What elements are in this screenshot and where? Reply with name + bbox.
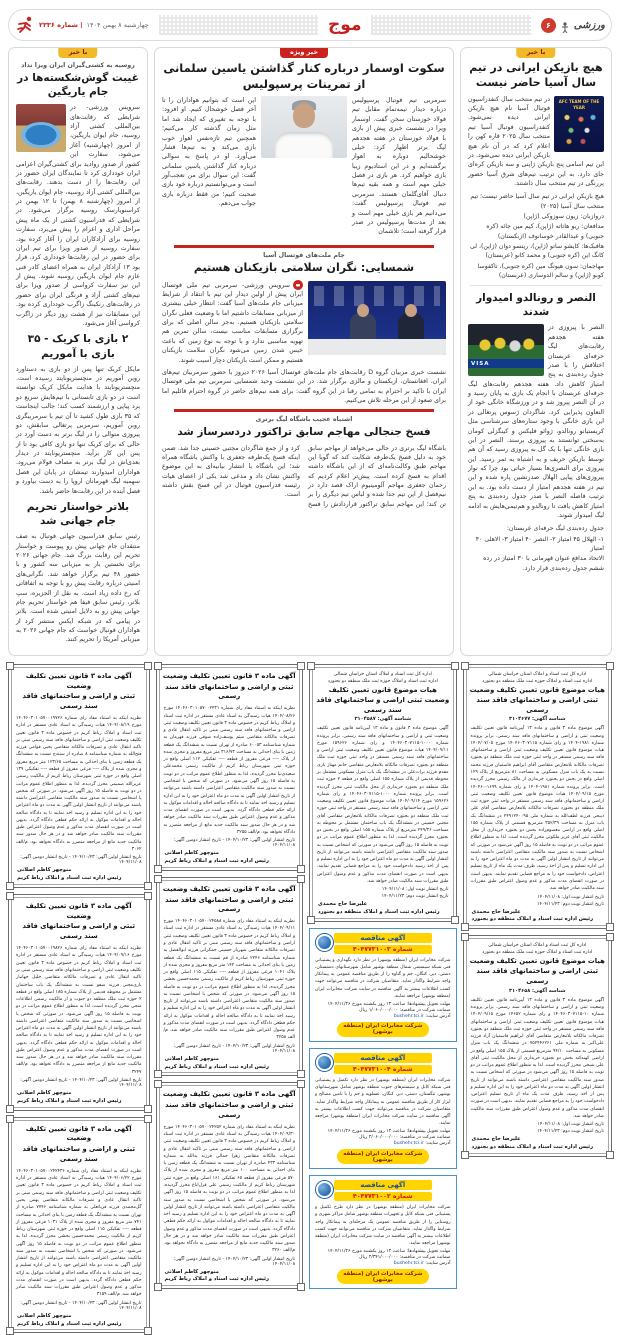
- tender-guarantee: ضمانت شرکت در مناقصه: ۱/۰۶۰/۰۰۰/۰۰۰ ریال: [359, 1007, 451, 1013]
- tender-site-url: bushehr.tci.ir: [393, 1261, 424, 1267]
- telecom-logo-icon: [316, 1181, 333, 1198]
- madeh3-ad-body: نظریه اینکه به استناد مفاد رای شماره ۱۴۰۴۶۰۳۰۱۰۵۷۰۰۲۴۵۸۸ مورخ ۱۴۰۴/۰۹/۱۱ هیات رسیدگی به اسناد عادی مستقر در اداره ثبت اسناد و املاک رباط کریم در خصوص ماده ۳ قانون تعیین تکلیف وضعیت ثبتی اراضی و ساختمانهای فاقد سند رسمی مبنی بر تاکید انتقال عادی و تصرفات مالکانه متقاضی شهریار حسینی جمکرانی فرزند ابوالفضل به شماره شناسنامه ۲۲۴۶ صادره از قم نسبت به ششدانگ یک قطعه زمین با بنای احداثی به مساحت ۱۴۲ متر مربع مفروز و مجزی شده از پلاک ۱۰۴۱ فرعی مفروز از قطعه ---- تفکیکی ۱۱۵ اصلی واقع در حوزه ثبتی شهرستان رباط کریم از مالکیت رسمی محمدحسین بخشی محرز گردیده، لذا به منظور اطلاع عموم مراتب در دو نوبت به فاصله ۱۵ روز آگهی می‌شود. در صورتی که شخص یا اشخاصی نسبت به صدور سند مالکیت متقاضی اعتراضی داشته باشند می‌توانند از تاریخ انتشار اولین آگهی به مدت دو ماه اعتراض خود را به این اداره تسلیم و رسید اخذ نمایند تا به دادگاه صالحه احاله و اقدامات موکول به ارائه حکم قطعی دادگاه گردد. بدیهی است در صورت انقضای مدت مذکور و عدم وصول اعتراض طبق مقررات سند مالکیت صادر خواهد شد. م/الف ۳۲۵۸: [163, 919, 296, 1041]
- press-table: [308, 339, 446, 355]
- ad-date-first: تاریخ انتشار نوبت اول: ۱۴۰۴/۱۱/۰۸: [537, 894, 604, 900]
- tender-footer-company: شرکت مخابرات ایران (منطقه بوشهر): [337, 1269, 429, 1284]
- carrick-body: مایکل کریک تنها پس از دو بازی به دستاورد روبن آموریم در منچستریونایتد رسیده است. منچستریونایتد با هدایت مایکل کریک توانسته است در دو بازی تابستانی با تیم‌هایش سریع دو برد پیاپی و ارزشمند کسب کند؛ جالب اینجاست که ۳۵ بازی طول کشید تا آن تیم با سرمربیگری روبن آموریم، سرمربی پرتغالی سابقش، دو پیروزی متوالی را در لیگ برتر به دست آورد در حالی که برای کریک تنها دو بازی کافی بود تا از پس این کار برآید. منچستریونایتد در دیدار بعدی‌اش در لیگ برتر به مصاف فولام می‌رود. هواداران امیدوارند تیمشان در پایان این فصل سهمیه لیگ قهرمانان اروپا را به دست بیاورد و فصل آینده در این رقابت‌ها حاضر باشد.: [16, 365, 140, 495]
- tender-number: شماره ۴۰۴۷۷۳۱۰۰۴: [334, 1065, 432, 1074]
- ad-date-second: تاریخ انتشار نوبت دوم: ۱۴۰۴/۱۱/۲۳: [537, 1129, 604, 1135]
- frame-corner-ornament: [6, 892, 14, 900]
- backdrop-panel: [314, 286, 440, 306]
- ad-date-first: تاریخ انتشار نوبت اول: ۱۴۰۴/۱۱/۰۸: [537, 1122, 604, 1128]
- frame-corner-ornament: [451, 916, 459, 924]
- headline-shamsaei: شمسایی: نگران سلامتی بازیکنان هستیم: [193, 260, 415, 274]
- frame-corner-ornament: [154, 865, 162, 873]
- madeh3-ad-box: [156, 664, 304, 871]
- newspaper-page: [0, 9, 620, 1327]
- asia-team-list-3: هافبک‌ها: کایشو ساتو (ژاپن)، ریتسو دوان (ژاپن)، لی کانگ این (کره جنوبی) و محمد کانو (عربستان): [469, 242, 604, 260]
- signature-role: رئیس اداره ثبت اسناد و املاک منطقه دو بجنورد: [471, 1144, 594, 1151]
- classified-ads-area: [8, 664, 612, 1334]
- madeh3-ad-signature: [165, 1056, 295, 1072]
- bojnourd-ad-body: آگهی موضوع ماده ۳ قانون و ماده ۱۳ آیین‌نامه قانون تعیین تکلیف وضعیت ثبتی و اراضی و ساختمانهای فاقد سند رسمی. برابر پرونده شماره ۱۰۰۰-۱۴۰۴۶۰۳۰۷۱۱۵ و رای شماره ۱۵۹۶۲۶ مورخ ۱۴۰۴/۰۹/۱۱ هیات موضوع قانون تعیین تکلیف وضعیت ثبتی اراضی و ساختمانهای فاقد سند رسمی مستقر در واحد ثبتی حوزه ثبت ملک منطقه دو بجنورد تصرفات مالکانه بلامعارض متقاضی خانم مهناز یاری مقدم فرزند برات‌علی در ششدانگ یک باب منزل مسکونی مشتمل بر محوطه قدیمی از پلاک شماره ۱۵۵ اصلی واقع در قطعه ۲ حوزه ثبت ملک منطقه دو بجنورد خریداری از محل مالکیت ثبتی محرز گردیده است. برابر پرونده شماره ۱۰۰۰-۱۴۰۴۶۰۳۰۷۱۱۵ و رای شماره ۱۵۹۶۲۶ مورخ ۱۴۰۴/۰۹/۱۴ هیات موضوع قانون تعیین تکلیف وضعیت ثبتی اراضی و ساختمانهای فاقد سند رسمی مستقر در واحد ثبتی حوزه ثبت ملک منطقه دو بجنورد تصرفات مالکانه بلامعارض متقاضی آقای مجتبی حسینی در ششدانگ یک باب ساختمان مشتمل بر محوطه به مساحت ۲۴۹/۳۶ مترمربع از پلاک شماره ۱۵۵ اصلی واقع در بخش دو بجنورد محرز گردیده است. لذا به منظور اطلاع عموم مراتب در دو نوبت به فاصله ۱۵ روز آگهی می‌شود در صورتی که اشخاص نسبت به صدور سند مالکیت متقاضی اعتراضی داشته باشند می‌توانند از تاریخ انتشار اولین آگهی به مدت دو ماه اعتراض خود را به این اداره تسلیم و پس از اخذ رسید دادخواست خود را به مراجع قضایی تقدیم نمایند. بدیهی است در صورت انقضای مدت مذکور و عدم وصول اعتراض طبق مقررات سند مالکیت صادر خواهد شد.: [317, 726, 449, 884]
- tender-body: شرکت مخابرات ایران (منطقه بوشهر) در نظر دارد نگهداری و پشتیبانی فنی شبکه سیستمی شمال منطقه بوشهر شامل شهرستانهای دشتستان، دشتی، دیر، کنگان، جم و گناوه را از طریق مناقصه عمومی به پیمانکار واجد شرایط واگذار نماید. متقاضیان شرکت در مناقصه می‌توانند جهت کسب اطلاعات بیشتر به آگهی مناقصه در سایت شرکت مخابرات ایران (منطقه بوشهر) مراجعه نمایند.: [315, 957, 451, 999]
- ads-column-bojnourd-right: [463, 664, 612, 1157]
- red-divider: [174, 245, 434, 248]
- tender-ad-box: [309, 928, 457, 1042]
- frame-corner-ornament: [6, 1105, 14, 1113]
- headline-tractor: فسخ جنجالی مهاجم سابق تراکتور دردسرساز شد: [177, 426, 431, 439]
- runner-logo-icon: [15, 15, 35, 35]
- frame-corner-ornament: [297, 662, 305, 670]
- news-tag-left: با خبر: [59, 47, 98, 58]
- madeh3-ad-box: [8, 664, 150, 888]
- frame-corner-ornament: [154, 662, 162, 670]
- wrestling-body-wrap: [16, 103, 140, 328]
- frame-corner-ornament: [451, 662, 459, 670]
- frame-corner-ornament: [144, 1327, 152, 1335]
- article-osmar: [162, 61, 446, 259]
- frame-corner-ornament: [154, 1080, 162, 1088]
- madeh3-ad-box: [156, 1082, 304, 1289]
- signature-name: علیرضا حاج محمدی: [471, 1136, 521, 1143]
- osmar-body-right: سرمربی تیم فوتبال پرسپولیس درباره دیدار نیمه‌تمام مقابل تیم فولاد خوزستان سخن گفت. اوسمار ویرا در نشست خبری پیش از بازی با فولاد خوزستان در هفته هجدهم لیگ برتر اظهار کرد: خیلی خوشحالیم دوباره به اهواز برگشته‌ایم و در این استادیوم زیبا بازی خواهیم کرد. هر بازی در فصل خیلی مهم است و همه بقیه تیم‌ها دنبال آقای‌گلمان هستند. سرمربی تیم فوتبال پرسپولیس گفت: می‌دانیم هر بازی خیلی مهم است و بعد از مدت‌ها پرسپولیس در صدر قرار گرفته است؛ تلاشمان: [352, 97, 446, 236]
- headline-asia-team: هیچ بازیکن ایرانی در تیم سال آسیا حاضر نیست: [469, 61, 603, 89]
- tender-deadline: مهلت تحویل پیشنهادها: ساعت ۱۳ روز یکشنبه مورخ ۱۴۰۴/۱۱/۲۶: [327, 1001, 451, 1007]
- asia-team-list-4: مهاجمان: سون هیونگ مین (کره جنوبی)، تاکفوسا کوبو (ژاپن) و سالم الدوساری (عربستان): [477, 262, 604, 279]
- telecom-logo-icon: [316, 934, 333, 951]
- frame-corner-ornament: [154, 1283, 162, 1291]
- tender-site-line: [315, 1141, 451, 1146]
- bojnourd-ad-box: [463, 935, 612, 1157]
- madeh3-ad-dates: تاریخ انتشار اولین آگهی: ۱۴۰۴/۱۰/۲۳ - تاریخ انتشار دومین آگهی: ۱۴۰۴/۱۱/۰۸: [173, 1043, 296, 1054]
- madeh3-ad-title-line1: آگهی ماده ۳ قانون تعیین تکلیف وضعیت: [25, 671, 132, 690]
- shamsaei-body-2: نشست خبری مربیان گروه D رقابت‌های جام ملت‌های فوتسال آسیا ۲۰۲۶ دیروز با حضور سرمربیان تیم‌های ایران، افغانستان، ازبکستان و مالزی برگزار شد. در این نشست وحید شمسایی سرمربی تیم ملی فوتسال ایران با تاکید بر احترام به تمامی رقبا در این گروه گفت: برای همه تیم‌های حاضر در گروه احترام قائلیم اما برای صعود از این مرحله تلاش می‌کنیم.: [162, 368, 447, 404]
- madeh3-ad-dates: تاریخ انتشار اولین آگهی: ۱۴۰۴/۱۰/۲۳ - تاریخ انتشار دومین آگهی: ۱۴۰۴/۱۱/۰۸: [173, 1256, 296, 1267]
- tender-site-url: bushehr.tci.ir: [393, 1141, 424, 1147]
- ad-dept-line1: اداره کل ثبت اسناد و املاک استان خراسان شمالی: [333, 671, 432, 677]
- ad-id-number: شناسه آگهی: ۳۱۰۴۶۵۸: [508, 987, 566, 994]
- madeh3-ad-title-line2: ثبتی و اراضی و ساختمانهای فاقد سند رسمی: [165, 1101, 294, 1120]
- ad-date-second: تاریخ انتشار نوبت دوم: ۱۴۰۴/۱۱/۲۳: [537, 901, 604, 907]
- madeh3-ad-dates: تاریخ انتشار اولین آگهی: ۱۴۰۴/۱۰/۲۳ - تاریخ انتشار دومین آگهی: ۱۴۰۴/۱۱/۰۸: [20, 855, 142, 866]
- date-cluster: [15, 15, 149, 35]
- bojnourd-ad-signature: [318, 901, 448, 917]
- madeh3-ad-dates: تاریخ انتشار اولین آگهی: ۱۴۰۴/۱۰/۲۳ - تاریخ انتشار دومین آگهی: ۱۴۰۴/۱۱/۰۸: [20, 1077, 142, 1088]
- madeh3-ad-title-line2: ثبتی و اراضی و ساختمانهای فاقد سند رسمی: [165, 682, 294, 701]
- ad-date-first: تاریخ انتشار نوبت اول: ۱۴۰۴/۱۱/۰۸: [381, 887, 449, 893]
- tender-site-label: آدرس سایت:: [423, 1261, 451, 1267]
- frame-corner-ornament: [606, 662, 614, 670]
- articles-area: [8, 47, 612, 656]
- article-alnassr-body-wrap: [468, 323, 604, 520]
- section-cluster: [541, 18, 605, 33]
- tender-number: شماره ۴۰۴۷۷۳۱۰۰۲: [334, 1192, 432, 1201]
- portrait-shirt: [275, 132, 333, 158]
- futsal-kicker: جام ملت‌های فوتسال آسیا: [263, 251, 345, 259]
- ad-dept-line2: اداره ثبت اسناد و املاک حوزه ثبت ملک منطقه دو بجنورد: [482, 950, 593, 956]
- frame-corner-ornament: [6, 882, 14, 890]
- bojnourd-ad-signature: [472, 1136, 603, 1152]
- tender-site-label: آدرس سایت:: [423, 1013, 451, 1019]
- quote-mic-icon: [293, 280, 303, 290]
- frame-corner-ornament: [6, 662, 14, 670]
- ad-dept-line1: اداره کل ثبت اسناد و املاک استان خراسان شمالی: [488, 671, 587, 677]
- madeh3-ad-title-line2: ثبتی و اراضی و ساختمانهای فاقد سند رسمی: [22, 692, 135, 711]
- page-header: [8, 9, 612, 41]
- shamsaei-body-wrap: [162, 280, 446, 406]
- frame-corner-ornament: [461, 933, 469, 941]
- press-conference-photo: [308, 281, 446, 355]
- page-number-badge: ۶: [541, 18, 556, 33]
- madeh3-ad-title-line1: آگهی ماده ۳ قانون تعیین تکلیف وضعیت: [25, 901, 132, 920]
- madeh3-ad-title-line2: ثبتی و اراضی و ساختمانهای فاقد سند رسمی: [165, 895, 294, 914]
- osmar-body-left: این است که بتوانیم هواداران را تا آخر فصل خوشحال کنیم. او افزود: با توجه به تغییری که ایجاد شد اما مثل زمان گذشته کار می‌کنیم؛ همچنین تیم تازه‌نفس اهواز خوب بازی می‌کند و به تیم‌ها فشار می‌آورد. او در پاسخ به سوالی درباره کنار گذاشتن یاسین سلمانی گفت: این سوال برای من تعجب‌آور است و می‌توانستیم درباره خود بازی صحبت کنیم؛ من فقط درباره بازی جواب می‌دهم.: [162, 97, 256, 208]
- madeh3-ad-box: [156, 877, 304, 1077]
- news-tag-right: با خبر: [517, 47, 556, 58]
- headline-carrick: ۲ بازی با کریک - ۳۵ بازی با آموریم: [27, 333, 129, 360]
- ad-id-number: شناسه آگهی: ۳۱۰۴۶۷۷: [508, 716, 566, 723]
- portrait-head: [293, 103, 315, 128]
- bojnourd-ad-title: هیات موضوع قانون تعیین تکلیف وضعیت ثبتی اراضی و ساختمانهای فاقد سند رسمی: [316, 685, 450, 714]
- osmar-portrait-photo: [261, 96, 347, 158]
- frame-corner-ornament: [461, 1151, 469, 1159]
- standings-title: جدول رده‌بندی لیگ حرفه‌ای عربستان:: [506, 525, 604, 533]
- middle-news-block: [154, 47, 454, 656]
- ad-dept-line2: اداره ثبت اسناد و املاک حوزه ثبت ملک منطقه دو بجنورد: [327, 678, 438, 684]
- match-players-graphic: [476, 336, 536, 354]
- signature-role: رئیس اداره ثبت اسناد و املاک رباط کریم: [17, 1097, 122, 1104]
- frame-corner-ornament: [144, 1105, 152, 1113]
- bojnourd-ad-box: [309, 664, 457, 922]
- frame-corner-ornament: [461, 923, 469, 931]
- headline-alnassr: النصر و رونالدو امیدوار شدند: [476, 292, 596, 319]
- tender-footer-company: شرکت مخابرات ایران (منطقه بوشهر): [337, 1149, 429, 1164]
- madeh3-ad-body: نظریه اینکه به استناد مفاد رای شماره ۱۴۰۴۶۰۳۰۱۰۵۷۰۰۲۴۲۵۲ مورخ ۱۴۰۴/۰۹/۳۰ هیات رسیدگی به اسناد عادی مستقر در اداره ثبت اسناد و املاک رباط کریم در خصوص ماده ۳ قانون تعیین تکلیف وضعیت ثبتی اراضی و ساختمانهای فاقد سند رسمی مبنی بر تاکید انتقال عادی و تصرفات مالکانه متقاضی زهرا جمالی فرزند یدالله به شماره شناسنامه ۴۳۳ صادره از تهران نسبت به ششدانگ یک قطعه زمین با بنای احداثی به مساحت ۱۰۰ متر مربع مفروز و مجزی شده از پلاک ۵۷۰ فرعی مفروز از قطعه ۶۵ تفکیکی ۱۶۱ اصلی واقع در حوزه ثبتی شهرستان رباط کریم از مالکیت رسمی علی قزل‌ایاغ محرز گردیده، لذا به منظور اطلاع عموم مراتب در دو نوبت به فاصله ۱۵ روز آگهی می‌شود. در صورتی که شخص یا اشخاصی نسبت به صدور سند مالکیت متقاضی اعتراضی داشته باشند می‌توانند از تاریخ انتشار اولین آگهی به مدت دو ماه اعتراض خود را به این اداره تسلیم و رسید اخذ نمایند تا به دادگاه صالحه احاله و اقدامات موکول به ارائه حکم قطعی دادگاه گردد. بدیهی است در صورت انقضای مدت مذکور و عدم وصول اعتراض طبق مقررات سند مالکیت صادر خواهد شد و در هر حال صدور سند مالکیت جدید مانع از مراجعه متضرر به دادگاه نخواهد بود. م/الف ۳۲۶۰: [163, 1124, 296, 1254]
- tender-title: آگهی مناقصه: [334, 1053, 432, 1063]
- ads-column-tenders: [309, 664, 457, 1290]
- madeh3-ad-title-line1: آگهی ماده ۳ قانون تعیین تکلیف وضعیت: [162, 1090, 296, 1099]
- frame-corner-ornament: [144, 882, 152, 890]
- tender-guarantee: ضمانت شرکت در مناقصه: ۲/۳۴۱/۰۰۰/۰۰۰ ریال: [359, 1255, 451, 1261]
- article-asia-team: [468, 61, 604, 280]
- article-carrick: [16, 332, 140, 496]
- article-asia-team-body: در تیم منتخب سال کنفدراسیون فوتبال آسیا نام هیچ بازیکن ایرانی دیده نمی‌شود. کنفدراسیون فوتبال آسیا تیم منتخب سال ۲۰۲۵ قاره کهن را اعلام کرد که در آن نام هیچ بازیکن ایرانی دیده نمی‌شود. در این تیم اسامی پنج بازیکن ژاپنی و سه بازیکن کره‌ای جای دارد. به این ترتیب تیم‌های شرق آسیا حضور پررنگی در تیم منتخب سال داشتند.: [468, 95, 604, 188]
- standings-note: الاتحاد مدافع عنوان قهرمانی با ۳۰ امتیاز در رده ششم جدول رده‌بندی قرار دارد.: [483, 555, 604, 572]
- madeh3-ad-signature: [165, 850, 295, 866]
- tender-deadline: مهلت تحویل پیشنهادها: ساعت ۱۳ روز یکشنبه مورخ ۱۴۰۴/۱۱/۲۶: [327, 1249, 451, 1255]
- tender-site-line: [315, 1261, 451, 1266]
- asia-team-list-0: هیچ بازیکن ایرانی در تیم سال آسیا حاضر نیست؛ تیم منتخب سال آسیا (۲۰۲۵): [470, 193, 604, 210]
- article-wrestling: [16, 62, 140, 328]
- signature-name: منوچهر کاظم اصلانی: [17, 1089, 72, 1096]
- tender-title: آگهی مناقصه: [334, 933, 432, 943]
- issue-number: | شماره ۲۳۳۶: [39, 21, 83, 29]
- article-blatter: [16, 500, 140, 645]
- divider: [470, 285, 602, 286]
- signature-name: منوچهر کاظم اصلانی: [164, 850, 219, 857]
- madeh3-ad-box: [8, 894, 150, 1111]
- signature-role: رئیس اداره ثبت اسناد و املاک رباط کریم: [17, 1320, 122, 1327]
- madeh3-ad-title-line1: آگهی ماده ۳ قانون تعیین تکلیف وضعیت: [25, 1124, 132, 1143]
- headline-osmar: سکوت اوسمار درباره کنار گذاشتن یاسین سلمانی از تمرینات پرسپولیس: [163, 61, 445, 91]
- frame-corner-ornament: [6, 1327, 14, 1335]
- red-divider-2: [174, 409, 434, 412]
- madeh3-ad-dates: تاریخ انتشار اولین آگهی: ۱۴۰۴/۱۰/۲۳ - تاریخ انتشار دومین آگهی: ۱۴۰۴/۱۱/۰۸: [173, 838, 296, 849]
- madeh3-ad-box: [8, 1117, 150, 1334]
- headline-blatter: بلاتر خواستار تحریم جام جهانی شد: [26, 500, 130, 528]
- signature-name: منوچهر کاظم اصلانی: [17, 867, 72, 874]
- bojnourd-ad-body: آگهی موضوع ماده ۳ قانون و ماده ۱۳ آیین‌نامه قانون تعیین تکلیف وضعیت ثبتی و اراضی و ساختمانهای فاقد سند رسمی. برابر پرونده شماره ۱۰-۱۴۰۴۶۰۳۰۷۱۱۵ و رای شماره ۱۴۶۵۲ مورخ ۱۴۰۴/۰۹/۱۵ هیات موضوع قانون تعیین تکلیف وضعیت ثبتی اراضی و ساختمانهای فاقد سند رسمی مستقر در واحد ثبتی حوزه ثبت ملک منطقه دو بجنورد تصرفات مالکانه بلامعارض متقاضی آقای ابراهیم قاسمیان آزاد فرزند علی‌اکبر به شماره ملی ۷۵۲۴۴۶۲۶۱ در ششدانگ یک باب منزل مسکونی به مساحت ۹۴/۱۰ مترمربع قسمتی از پلاک ۱۵۵ اصلی واقع در اراضی کهنه‌کند بخش دو بجنورد خریداری از محل مالکیت ثبتی آقای علی شیخی محرز گردیده است. لذا به منظور اطلاع عموم مراتب در دو نوبت به فاصله ۱۵ روز آگهی می‌شود در صورتی که اشخاص نسبت به صدور سند مالکیت متقاضی اعتراضی داشته باشند می‌توانند از تاریخ انتشار اولین آگهی به مدت دو ماه اعتراض خود را به این اداره تسلیم و پس از اخذ رسید، ظرف مدت یک ماه از تاریخ تسلیم اعتراض، دادخواست خود را به مراجع قضایی تقدیم نمایند. بدیهی است در صورت انقضای مدت مذکور و عدم وصول اعتراض طبق مقررات سند مالکیت صادر خواهد شد.: [470, 997, 605, 1119]
- signature-role: رئیس اداره ثبت اسناد و املاک منطقه دو بجنورد: [318, 909, 440, 916]
- madeh3-ad-title-line2: ثبتی و اراضی و ساختمانهای فاقد سند رسمی: [22, 922, 135, 941]
- visa-adboard: VISA: [468, 359, 544, 368]
- madeh3-ad-signature: [17, 1313, 141, 1329]
- frame-corner-ornament: [606, 933, 614, 941]
- date-text: چهارشنبه ۸ بهمن ۱۴۰۴: [86, 21, 149, 29]
- frame-corner-ornament: [297, 1283, 305, 1291]
- tender-body: شرکت مخابرات ایران (منطقه بوشهر) در نظر دارد طرح تکمیل و پشتیبانی فنی شبکه کابل و تجهیزات منطقه بوشهر شامل مراکز شهری و روستایی را از طریق مناقصه عمومی یک مرحله‌ای به پیمانکار واجد شرایط واگذار نماید. متقاضیان شرکت در مناقصه می‌توانند جهت کسب اطلاعات بیشتر به آگهی مناقصه در سایت شرکت مخابرات ایران (منطقه بوشهر) مراجعه نمایند.: [315, 1205, 451, 1247]
- article-asia-team-body-wrap: [468, 95, 604, 189]
- madeh3-ad-signature: [165, 1269, 295, 1285]
- signature-name: منوچهر کاظم اصلانی: [164, 1268, 219, 1275]
- shamsaei-body-1-text: سرویس ورزشی- سرمربی تیم ملی فوتسال ایران پیش از اولین دیدار این تیم با انتقاد از شرایط میزبانی جام ملت‌های آسیا گفت: انتظار خیلی بیشتری از میزبانی مسابقات داشتیم اما با وضعیت فعلی نگران سلامتی بازیکنان هستیم. به‌جز سالن اصلی که برای برگزاری مسابقات مناسب نیست، سالن تمرین هم تهویه مناسبی ندارد و با توجه به نوع زمین که باعث خیس شدن زمین می‌شود نگران سلامت بازیکنان هستیم و ممکن است بازیکنان دچار آسیب شوند.: [162, 281, 303, 364]
- newspaper-logo: موج: [328, 14, 362, 35]
- frame-corner-ornament: [461, 662, 469, 670]
- frame-corner-ornament: [144, 662, 152, 670]
- signature-role: رئیس اداره ثبت اسناد و املاک منطقه دو بجنورد: [471, 916, 594, 923]
- ad-date-second: تاریخ انتشار نوبت دوم: ۱۴۰۴/۱۱/۲۳: [381, 894, 449, 900]
- wrestling-body: سرویس ورزشی- در شرایطی که رقابت‌های بین‌المللی کشتی آزاد روسیه، جام ایوان یاریگین، از امروز (چهارشنبه) آغاز می‌شود، سفارت این کشور از صدور روادید برای کشتی‌گیران اعزامی ایران خودداری کرد تا نمایندگان ایران حضور در این رقابت‌ها را از دست بدهند. رقابت‌های بین‌المللی کشتی آزاد روسیه، جام ایوان یاریگین، از امروز (چهارشنبه ۸ بهمن) تا ۱۲ بهمن در کراسنویارسک روسیه برگزار می‌شود. در شرایطی که فدراسیون کشتی از یک ماه پیش مراحل اداری و اعزام را پیش می‌برد، سفارت روسیه برای آزادکاران ایران را آغاز کرده بود، سفارت روسیه از صدور ویزا برای تیم ایران برای حضور در این رقابت‌ها خودداری کرد. قرار بود ۱۳ آزادکار ایران به همراه اعضای کادر فنی عازم جام ایوان یاریگین روسیه شوند. پیش از این نیز سفارت کرواسی از صدور ویزا برای تیم‌های کشتی آزاد و فرنگی ایران برای حضور در رقابت‌های رنکینگ زاگرب خودداری کرده بود. این مسابقات نیز از هشت روز دیگر در زاگرب کرواسی آغاز می‌شود.: [16, 104, 140, 327]
- frame-corner-ornament: [297, 865, 305, 873]
- osmar-body-row: [162, 96, 446, 241]
- alnassr-match-photo: [468, 324, 544, 376]
- tender-guarantee: ضمانت شرکت در مناقصه: ۲/۰۶۰/۰۰۰/۰۰۰ ریال: [359, 1135, 451, 1141]
- frame-corner-ornament: [154, 1070, 162, 1078]
- ad-dept-line2: اداره ثبت اسناد و املاک حوزه ثبت ملک منطقه دو بجنورد: [482, 678, 593, 684]
- madeh3-ad-title-line1: آگهی ماده ۳ قانون تعیین تکلیف وضعیت: [162, 671, 296, 680]
- section-title: ورزشی: [573, 19, 605, 31]
- pattern-band-right: [371, 15, 530, 35]
- signature-role: رئیس اداره ثبت اسناد و املاک رباط کریم: [164, 1063, 269, 1070]
- athlete-icon: [560, 19, 570, 31]
- ad-id-number: شناسه آگهی: ۳۱۰۴۵۸۷: [354, 716, 412, 723]
- press-figure-head-2: [357, 304, 369, 317]
- article-shamsaei: [162, 261, 446, 406]
- pattern-band-left: [159, 15, 318, 35]
- tender-ad-box: [309, 1175, 457, 1289]
- signature-name: علیرضا حاج محمدی: [471, 908, 521, 915]
- signature-name: منوچهر کاظم اصلانی: [164, 1055, 219, 1062]
- signature-role: رئیس اداره ثبت اسناد و املاک رباط کریم: [164, 1276, 269, 1283]
- tender-deadline: مهلت تحویل پیشنهادها: ساعت ۱۳ روز یکشنبه مورخ ۱۴۰۴/۱۱/۲۶: [327, 1129, 451, 1135]
- madeh3-ad-body: نظریه اینکه به استناد مفاد رای شماره ۱۴۰۴۶۰۳۰۱۰۵۷۰۰۲۴۲۴۳۶ مورخ ۱۴۰۴/۰۶/۲۲ هیات رسیدگی به اسناد عادی مستقر در اداره ثبت اسناد و املاک رباط کریم در خصوص ماده ۳ قانون تعیین تکلیف وضعیت ثبتی اراضی و ساختمانهای فاقد سند رسمی مبنی بر تاکید انتقال عادی و تصرفات مالکانه متقاضی بهمن یحیی گل‌محمدی فرزند قربانعلی به شماره شناسنامه ۷۷۴۶ صادره از تهران نسبت به ششدانگ یک قطعه زمین با بنای احداثی به مساحت ۷۴۱ متر مربع مفروز و مجزی شده از پلاک ۱۰۳۱ فرعی مفروز از قطعه ---- تفکیکی ۱۱۵ اصلی واقع در حوزه ثبتی شهرستان رباط کریم از مالکیت رسمی محمدحسین بخشی محرز گردیده، لذا به منظور اطلاع عموم مراتب در دو نوبت به فاصله ۱۵ روز آگهی می‌شود. در صورتی که شخص یا اشخاصی نسبت به صدور سند مالکیت متقاضی اعتراضی داشته باشند می‌توانند از تاریخ انتشار اولین آگهی به مدت دو ماه اعتراض خود را به این اداره تسلیم و رسید اخذ نمایند تا به دادگاه صالحه احاله و اقدامات موکول به ارائه حکم قطعی دادگاه گردد. بدیهی است در صورت انقضای مدت مذکور و عدم وصول اعتراض طبق مقررات سند مالکیت صادر خواهد شد. م/الف ۳۱۵۹: [16, 1168, 142, 1298]
- afc-team-photo: [554, 96, 604, 152]
- signature-name: علیرضا حاج محمدی: [318, 901, 368, 908]
- tender-site-label: آدرس سایت:: [423, 1141, 451, 1147]
- frame-corner-ornament: [154, 875, 162, 883]
- tender-site-url: bushehr.tci.ir: [393, 1013, 424, 1019]
- tractor-kicker: اشتباه عجیب باشگاه لیگ برتری: [255, 416, 353, 424]
- signature-role: رئیس اداره ثبت اسناد و املاک رباط کریم: [164, 857, 269, 864]
- madeh3-ad-signature: [17, 867, 141, 883]
- bojnourd-ad-box: [463, 664, 612, 929]
- press-figure-head-1: [405, 304, 417, 317]
- madeh3-ad-title-line2: ثبتی و اراضی و ساختمانهای فاقد سند رسمی: [22, 1145, 135, 1164]
- madeh3-ad-title-line1: آگهی ماده ۳ قانون تعیین تکلیف وضعیت: [162, 884, 296, 893]
- blatter-body: رئیس سابق فدراسیون جهانی فوتبال به صف منتقدان جام جهانی پیش رو پیوست و خواستار تحریم این رقابت بزرگ شد. جام جهانی ۲۰۲۶ برای نخستین بار به میزبانی سه کشور و با حضور ۴۸ تیم برگزار خواهد شد. نگرانی‌های امنیتی درباره رقابت پیش رو با توجه به اتفاقاتی که رخ داده زیاد است. به نقل از الجزیره، سپ بلاتر، رئیس سابق فیفا هم خواستار تحریم جام جهانی پیش رو به دلایل امنیتی شده است. بلاتر در پیامی که در شبکه ایکس منتشر کرد از هواداران فوتبال خواست که جام جهانی ۲۰۲۶ به میزبانی آمریکا را تحریم کنند.: [16, 533, 140, 644]
- headline-wrestling: غیبت گوش‌شکسته‌ها در جام یاریگین: [17, 72, 139, 99]
- frame-corner-ornament: [307, 916, 315, 924]
- signature-name: منوچهر کاظم اصلانی: [17, 1312, 72, 1319]
- bojnourd-ad-title: هیات موضوع قانون تعیین تکلیف وضعیت ثبتی اراضی و ساختمانهای فاقد سند رسمی: [469, 957, 605, 985]
- bojnourd-ad-body: آگهی موضوع ماده ۳ قانون و ماده ۱۳ آیین‌نامه قانون تعیین تکلیف وضعیت ثبتی و اراضی و ساختمانهای فاقد سند رسمی. برابر پرونده شماره ۱۹۸۱-۱۴۰۴ و رای شماره ۱۴۰۴۶۰۳۰۷۱۱۵ مورخ ۱۴۰۴/۰۷/۰۵ هیات موضوع قانون تعیین تکلیف وضعیت ثبتی اراضی و ساختمانهای فاقد سند رسمی مستقر در واحد ثبتی حوزه ثبت ملک منطقه دو بجنورد تصرفات مالکانه بلامعارض متقاضی آقای ابراهیم قاسمیان فرزند محمد نسبت به یک باب منزل مسکونی به مساحت ۸۱ مترمربع از پلاک ۱۲۹ اصلی واقع در بخش دو بجنورد خریداری از مالک رسمی محرز گردیده است. برابر پرونده شماره ۱۹۸۱-۱۴۰۴ و رای شماره ۱۶۹۹-۱۴۰۴۶۰ مورخ ۱۴۰۴/۰۹/۱۵ هیات موضوع قانون تعیین تکلیف وضعیت ثبتی اراضی و ساختمانهای فاقد سند رسمی مستقر در واحد ثبتی حوزه ثبت ملک منطقه دو بجنورد تصرفات مالکانه بلامعارض متقاضی آقای علی ذبیحی فرزند لطف‌الله به شماره ملی ۲۴۹۱۲۴۰۰۹۵ در ششدانگ یک باب منزل به مساحت ۳۵۲/۳۹ مترمربع قسمتی از پلاک شماره ۱۵۵ اصلی واقع در اراضی معصوم‌زاده بخش دو بجنورد خریداری از محل مالکیت ثبتی آقای عزیز ملکوتی محرز گردیده است. لذا به منظور اطلاع عموم مراتب در دو نوبت به فاصله ۱۵ روز آگهی می‌شود در صورتی که اشخاص نسبت به صدور سند مالکیت متقاضی اعتراضی داشته باشند می‌توانند از تاریخ انتشار اولین آگهی به مدت دو ماه اعتراض خود را به این اداره تسلیم و پس از اخذ رسید، ظرف مدت یک ماه از تاریخ تسلیم اعتراض، دادخواست خود را به مراجع قضایی تقدیم نمایند. بدیهی است در صورت انقضای مدت مذکور و عدم وصول اعتراض طبق مقررات سند مالکیت صادر خواهد شد.: [470, 726, 605, 892]
- frame-corner-ornament: [6, 1115, 14, 1123]
- frame-corner-ornament: [606, 1151, 614, 1159]
- tender-number: شماره ۴۰۴۷۷۳۱۰۰۳: [334, 945, 432, 954]
- bojnourd-ad-signature: [472, 909, 603, 925]
- signature-role: رئیس اداره ثبت اسناد و املاک رباط کریم: [17, 875, 122, 881]
- madeh3-ad-body: نظریه اینکه به استناد مفاد رای شماره ۱۴۰۴۶۰۳۰۱۰۵۷۰۰۲۴۳۱ مورخ ۱۴۰۴/۰۸/۲۶ هیات رسیدگی به اسناد عادی مستقر در اداره ثبت اسناد و املاک رباط کریم در خصوص ماده ۳ قانون تعیین تکلیف وضعیت ثبتی اراضی و ساختمانهای فاقد سند رسمی مبنی بر تاکید انتقال عادی و تصرفات مالکانه متقاضی میثم یوسف‌زاده شوقی فرزند قهرمان به شماره شناسنامه ۶۰۰۵۳ صادره از تهران نسبت به ششدانگ یک قطعه زمین با بنای احداثی به مساحت ۳۱۶/۷۳ متر مربع مفروز و مجزی شده از پلاک ---- فرعی مفروز از قطعه ---- تفکیکی ۱۱۲ اصلی واقع در حوزه ثبتی شهرستان رباط کریم از مالکیت رسمی محمدعلی سعیدی‌نیا محرز گردیده، لذا به منظور اطلاع عموم مراتب در دو نوبت به فاصله ۱۵ روز آگهی می‌شود. در صورتی که شخص یا اشخاصی نسبت به صدور سند مالکیت متقاضی اعتراضی داشته باشند می‌توانند از تاریخ انتشار اولین آگهی به مدت دو ماه اعتراض خود را به این اداره تسلیم و رسید اخذ نمایند تا به دادگاه صالحه احاله و اقدامات موکول به ارائه حکم قطعی دادگاه گردد. بدیهی است در صورت انقضای مدت مذکور و عدم وصول اعتراض طبق مقررات سند مالکیت صادر خواهد شد و در هر حال صدور سند مالکیت جدید مانع از مراجعه متضرر به دادگاه نخواهد بود. م/الف ۳۲۵۵: [163, 706, 296, 835]
- frame-corner-ornament: [144, 892, 152, 900]
- tender-ad-box: [309, 1048, 457, 1169]
- ads-column-madeh3-a: [156, 664, 304, 1289]
- afc-photo-caption: AFC TEAM OF THE YEAR: [558, 98, 600, 110]
- article-alnassr-body: النصر با پیروزی در هفته هجدهم رقابت‌های لیگ حرفه‌ای عربستان اختلافش را با صدر جدول رده‌بندی به پنج امتیاز کاهش داد. هفته هجدهم رقابت‌های لیگ حرفه‌ای عربستان با انجام یک بازی به پایان رسید و در آن النصر پیروز شد و در ورزشگاه خانگی خود از التعاون پذیرایی کرد. شاگردان ژسوس پرتغالی در این بازی خانگی با وجود ستاره‌های سرشناسی مثل کریستیانو رونالدو، ژوائو فلیکس و کینگزلی کومان به‌سختی توانستند به پیروزی برسند. النصر در این بازی خانگی تنها با یک گل به پیروزی رسید که آن هم توسط بازیکن حریف و به اشتباه به ثمر رسید. این پیروزی برای النصری‌ها بسیار حیاتی بود چرا که نوار پیروزی‌های پیاپی الهلال صدرنشین پاره شده و این تیم در هفته هجدهم امتیاز از دست داده بود. به این ترتیب فاصله النصر با صدر جدول رده‌بندی به پنج امتیاز کاهش یافت تا رونالدو و هم‌تیمی‌هایش به ادامه لیگ امیدوار شوند.: [468, 324, 604, 519]
- wrestling-kicker: روسیه به کشتی‌گیران ایران ویزا نداد: [21, 62, 135, 69]
- bojnourd-ad-title: هیات موضوع قانون تعیین تکلیف وضعیت ثبتی اراضی و ساختمانهای فاقد سند رسمی: [469, 685, 605, 714]
- wrestling-arena-photo: [16, 104, 66, 152]
- asia-team-list-1: دروازبان: زیون سوزوکی (ژاپن): [523, 213, 604, 221]
- asia-team-list-2: مدافعان: ریو هاتاته (ژاپن)، کیم مین جائه (کره جنوبی) و عبدالقادر خوسانوف (ازبکستان): [486, 223, 604, 240]
- wrestling-mat: [21, 122, 61, 148]
- madeh3-ad-body: نظریه اینکه به استناد مفاد رای شماره ۱۴۰۴۶۰۳۰۱۰۵۷۰۰۱۹۸۲۶ مورخ ۱۴۰۴/۰۹/۱۶ هیات رسیدگی به اسناد عادی مستقر در اداره ثبت اسناد و املاک رباط کریم در خصوص ماده ۳ قانون تعیین تکلیف وضعیت ثبتی اراضی و ساختمانهای فاقد سند رسمی مبنی بر تاکید انتقال عادی و تصرفات مالکانه متقاضی خلیل جهانبار یاری‌مجنی فرزند صفو نسبت به ششدانگ یک باب ساختمان مشتمل بر محوطه قدیمی از پلاک شماره ۱۸۵ اصلی واقع در قطعه ۲ حوزه ثبت ملک منطقه دو جنوب و از مالکیت رسمی اطلاعات منجی محرز گردیده است، لذا به منظور اطلاع عموم مراتب در دو نوبت به فاصله ۱۵ روز آگهی می‌شود. در صورتی که شخص یا اشخاصی نسبت به صدور سند مالکیت متقاضی اعتراضی داشته باشند می‌توانند از تاریخ انتشار اولین آگهی به مدت دو ماه اعتراض خود را به این اداره تسلیم و رسید اخذ نمایند تا به دادگاه صالحه احاله و اقدامات موکول به ارائه حکم قطعی دادگاه گردد. بدیهی است در صورت انقضای مدت مذکور و عدم وصول اعتراض طبق مقررات سند مالکیت صادر خواهد شد و در هر حال صدور سند مالکیت جدید مانع از مراجعه متضرر به دادگاه نخواهد بود. م/الف ۳۲۴۷: [16, 946, 142, 1075]
- madeh3-ad-dates: تاریخ انتشار اولین آگهی: ۱۴۰۴/۱۰/۲۳ - تاریخ انتشار دومین آگهی: ۱۴۰۴/۱۱/۰۸: [20, 1300, 142, 1311]
- frame-corner-ornament: [297, 875, 305, 883]
- ad-dept-line1: اداره کل ثبت اسناد و املاک استان خراسان شمالی: [488, 943, 587, 949]
- frame-corner-ornament: [606, 923, 614, 931]
- madeh3-ad-body: نظریه اینکه به استناد مفاد رای شماره ۱۴۰۴۶۰۳۰۱۰۵۷۰۰۱۹۷۲۶ مورخ ۱۴۰۴/۰۸/۱۹ هیات رسیدگی به اسناد عادی مستقر در اداره ثبت اسناد و املاک رباط کریم در خصوص ماده ۳ قانون تعیین تکلیف وضعیت ثبتی اراضی و ساختمانهای فاقد سند رسمی مبنی بر تاکید انتقال عادی و تصرفات مالکانه متقاضی یحیی قوامی فرزند فتح‌الله به شماره شناسنامه ۸ صادره از سنندج نسبت به ششدانگ یک قطعه زمین با بنای احداثی به مساحت ۱۲۳/۶۵ متر مربع مفروز و مجزی شده از پلاک ---- فرعی مفروز از قطعه ---- تفکیکی ۱۳۹ اصلی واقع در حوزه ثبتی شهرستان رباط کریم از مالکیت رسمی عزیزالله صمیمی محرز گردیده، لذا به منظور اطلاع عموم مراتب در دو نوبت به فاصله ۱۵ روز آگهی می‌شود. در صورتی که شخص یا اشخاصی نسبت به صدور سند مالکیت متقاضی اعتراضی داشته باشند می‌توانند از تاریخ انتشار اولین آگهی به مدت دو ماه اعتراض خود را به این اداره تسلیم و رسید اخذ نمایند تا به دادگاه صالحه احاله و اقدامات موکول به ارائه حکم قطعی دادگاه گردد. بدیهی است در صورت انقضای مدت مذکور و عدم وصول اعتراض طبق مقررات سند مالکیت صادر خواهد شد و در هر حال صدور سند مالکیت جدید مانع از مراجعه متضرر به دادگاه نخواهد بود. م/الف ۳۰۶۲: [16, 716, 142, 852]
- right-news-block: [460, 47, 612, 656]
- tender-body: شرکت مخابرات ایران (منطقه بوشهر) در نظر دارد تکمیل و پشتیبانی فنی شبکه کابل و سیستم‌های جنوب منطقه بوشهر شامل شهرستانهای بوشهر، تنگستان، دشتی، دیر، کنگان، عسلویه و جم را با تامین مصالح و ابزار کار از طریق مناقصه عمومی به پیمانکار واجد شرایط واگذار نماید. متقاضیان شرکت در مناقصه می‌توانند جهت کسب اطلاعات بیشتر به آگهی مناقصه در سایت شرکت مخابرات ایران (منطقه بوشهر) مراجعه نمایند.: [315, 1077, 451, 1127]
- frame-corner-ornament: [144, 1115, 152, 1123]
- standings-row: ۱- الهلال ۴۵ امتیاز ۲- النصر ۴۰ امتیاز ۳- الاهلی ۴۰ امتیاز: [475, 535, 604, 552]
- news-tag-middle: خبر ویژه: [280, 47, 328, 58]
- tender-site-line: [315, 1014, 451, 1019]
- left-news-block: [8, 47, 148, 656]
- tractor-body: باشگاه لیگ برتری در حالی می‌خواهد از مهاجم سابق خود به دلیل فسخ یک‌طرفه شکایت کند که گویا این مهاجم طبق وکالت‌نامه‌ای که از این باشگاه داشته اقدام به فسخ کرده است. پیش‌تر اعلام کردیم که رحمان جعفری مهاجم آلومینیوم اراک قصد دارد در نیم‌فصل از این تیم جدا شده و لباس تیم دیگری را بر تن کند؛ این مهاجم سابق تراکتور قراردادش را فسخ کرد و از جمع شاگردان مجتبی حسینی جدا شد. ضمن اینکه فسخ یک‌طرفه جعفری با واکنش باشگاه همراه شد؛ این باشگاه با انتشار بیانیه‌ای به این موضوع واکنش نشان داد و مدعی شد یکی از اعضای هیات رئیسه فدراسیون فوتبال در این فسخ نقش داشته است.: [162, 444, 446, 508]
- frame-corner-ornament: [297, 1070, 305, 1078]
- masthead: [159, 15, 531, 35]
- article-tractor: [162, 416, 446, 509]
- madeh3-ad-signature: [17, 1090, 141, 1106]
- article-alnassr: [468, 291, 604, 573]
- frame-corner-ornament: [297, 1080, 305, 1088]
- tender-footer-company: شرکت مخابرات ایران (منطقه بوشهر): [337, 1022, 429, 1037]
- frame-corner-ornament: [307, 662, 315, 670]
- tender-title: آگهی مناقصه: [334, 1180, 432, 1190]
- afc-players-graphic: [559, 110, 599, 147]
- ads-column-madeh3-b: [8, 664, 150, 1334]
- telecom-logo-icon: [316, 1054, 333, 1071]
